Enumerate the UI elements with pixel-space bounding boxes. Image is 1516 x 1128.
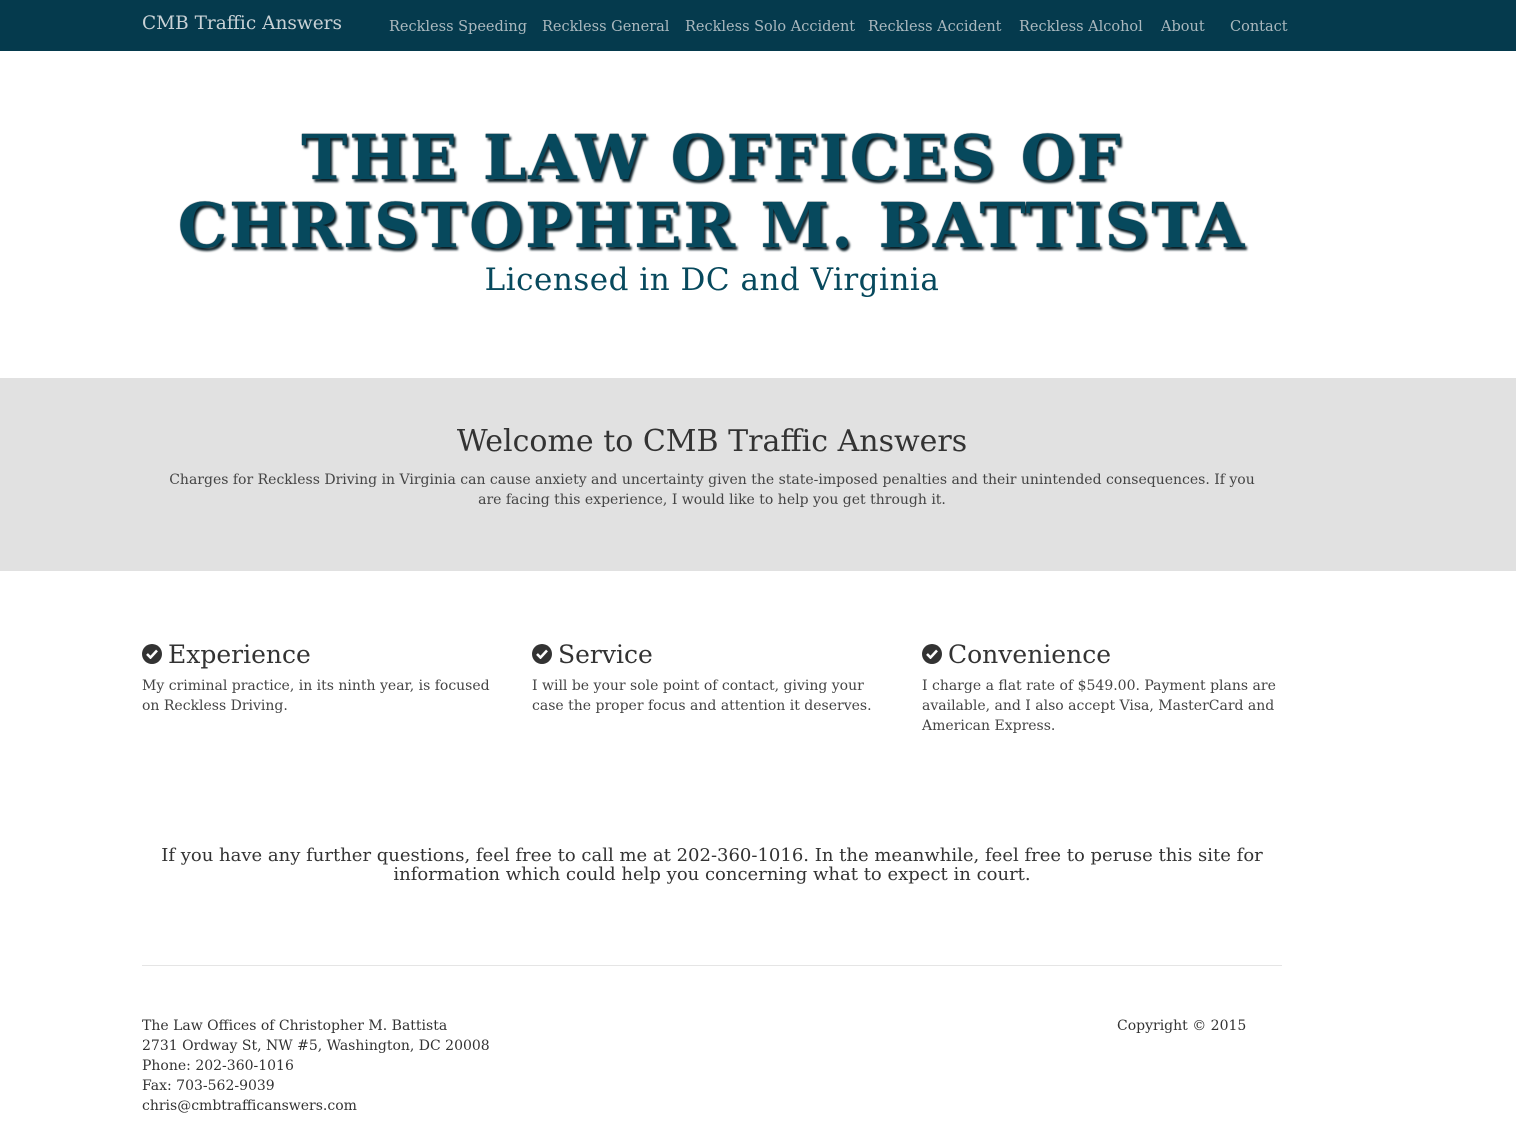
hero-title-line-2: CHRISTOPHER M. BATTISTA	[177, 189, 1247, 262]
feature-text: My criminal practice, in its ninth year, is focused on Reckless Driving.	[142, 678, 490, 714]
nav-item-reckless-accident	[868, 16, 1002, 35]
welcome-text: Charges for Reckless Driving in Virginia can cause anxiety and uncertainty given the state-imposed penalties and their unintended consequences. If you are facing this experience, I would like to help you get through it.	[169, 472, 1255, 508]
feature-heading	[142, 640, 507, 670]
footer-contact-info	[142, 1016, 490, 1116]
footer-divider	[142, 965, 1282, 966]
nav-link-reckless-accident[interactable]: Reckless Accident	[868, 19, 1002, 35]
nav-item-about	[1161, 16, 1205, 35]
feature-text: I will be your sole point of contact, giving your case the proper focus and attention it deserves.	[532, 678, 872, 714]
footer-firm-name: The Law Offices of Christopher M. Battista	[142, 1018, 448, 1034]
footer-copyright: Copyright © 2015	[1117, 1018, 1247, 1034]
welcome-section	[0, 378, 1516, 571]
footer-fax: Fax: 703-562-9039	[142, 1078, 275, 1094]
feature-title: Service	[558, 640, 653, 669]
hero-title-line-1: THE LAW OFFICES OF	[301, 121, 1123, 194]
welcome-title: Welcome to CMB Traffic Answers	[456, 424, 968, 459]
feature-convenience	[922, 640, 1287, 736]
nav-link-reckless-solo-accident[interactable]: Reckless Solo Accident	[685, 19, 856, 35]
feature-heading	[532, 640, 897, 670]
nav-item-reckless-speeding	[389, 16, 527, 35]
call-to-action-text: If you have any further questions, feel free to call me at 202-360-1016. In the meanwhile, feel free to peruse this site for information which could help you concerning what to expect in court.	[161, 845, 1263, 885]
nav-link-reckless-speeding[interactable]: Reckless Speeding	[389, 19, 528, 35]
feature-title: Experience	[168, 640, 311, 669]
feature-heading	[922, 640, 1287, 670]
feature-text: I charge a flat rate of $549.00. Payment plans are available, and I also accept Visa, MasterCard and American Express.	[922, 678, 1276, 734]
feature-title: Convenience	[948, 640, 1111, 669]
footer-phone: Phone: 202-360-1016	[142, 1058, 294, 1074]
hero-subtitle: Licensed in DC and Virginia	[484, 262, 940, 298]
nav-link-about[interactable]: About	[1161, 19, 1205, 35]
feature-experience	[142, 640, 507, 716]
hero-banner	[0, 51, 1516, 378]
check-circle-icon	[922, 644, 942, 664]
nav-link-reckless-general[interactable]: Reckless General	[542, 19, 670, 35]
nav-link-reckless-alcohol[interactable]: Reckless Alcohol	[1019, 19, 1143, 35]
nav-item-reckless-alcohol	[1019, 16, 1143, 35]
nav-item-contact	[1230, 16, 1288, 35]
nav-link-contact[interactable]: Contact	[1230, 19, 1288, 35]
top-navbar	[0, 0, 1516, 51]
brand-link[interactable]: CMB Traffic Answers	[142, 13, 342, 34]
nav-item-reckless-general	[542, 16, 669, 35]
check-circle-icon	[142, 644, 162, 664]
footer-address: 2731 Ordway St, NW #5, Washington, DC 20008	[142, 1038, 490, 1054]
check-circle-icon	[532, 644, 552, 664]
feature-service	[532, 640, 897, 716]
nav-item-reckless-solo-accident	[685, 16, 855, 35]
footer-email: chris@cmbtrafficanswers.com	[142, 1098, 357, 1114]
